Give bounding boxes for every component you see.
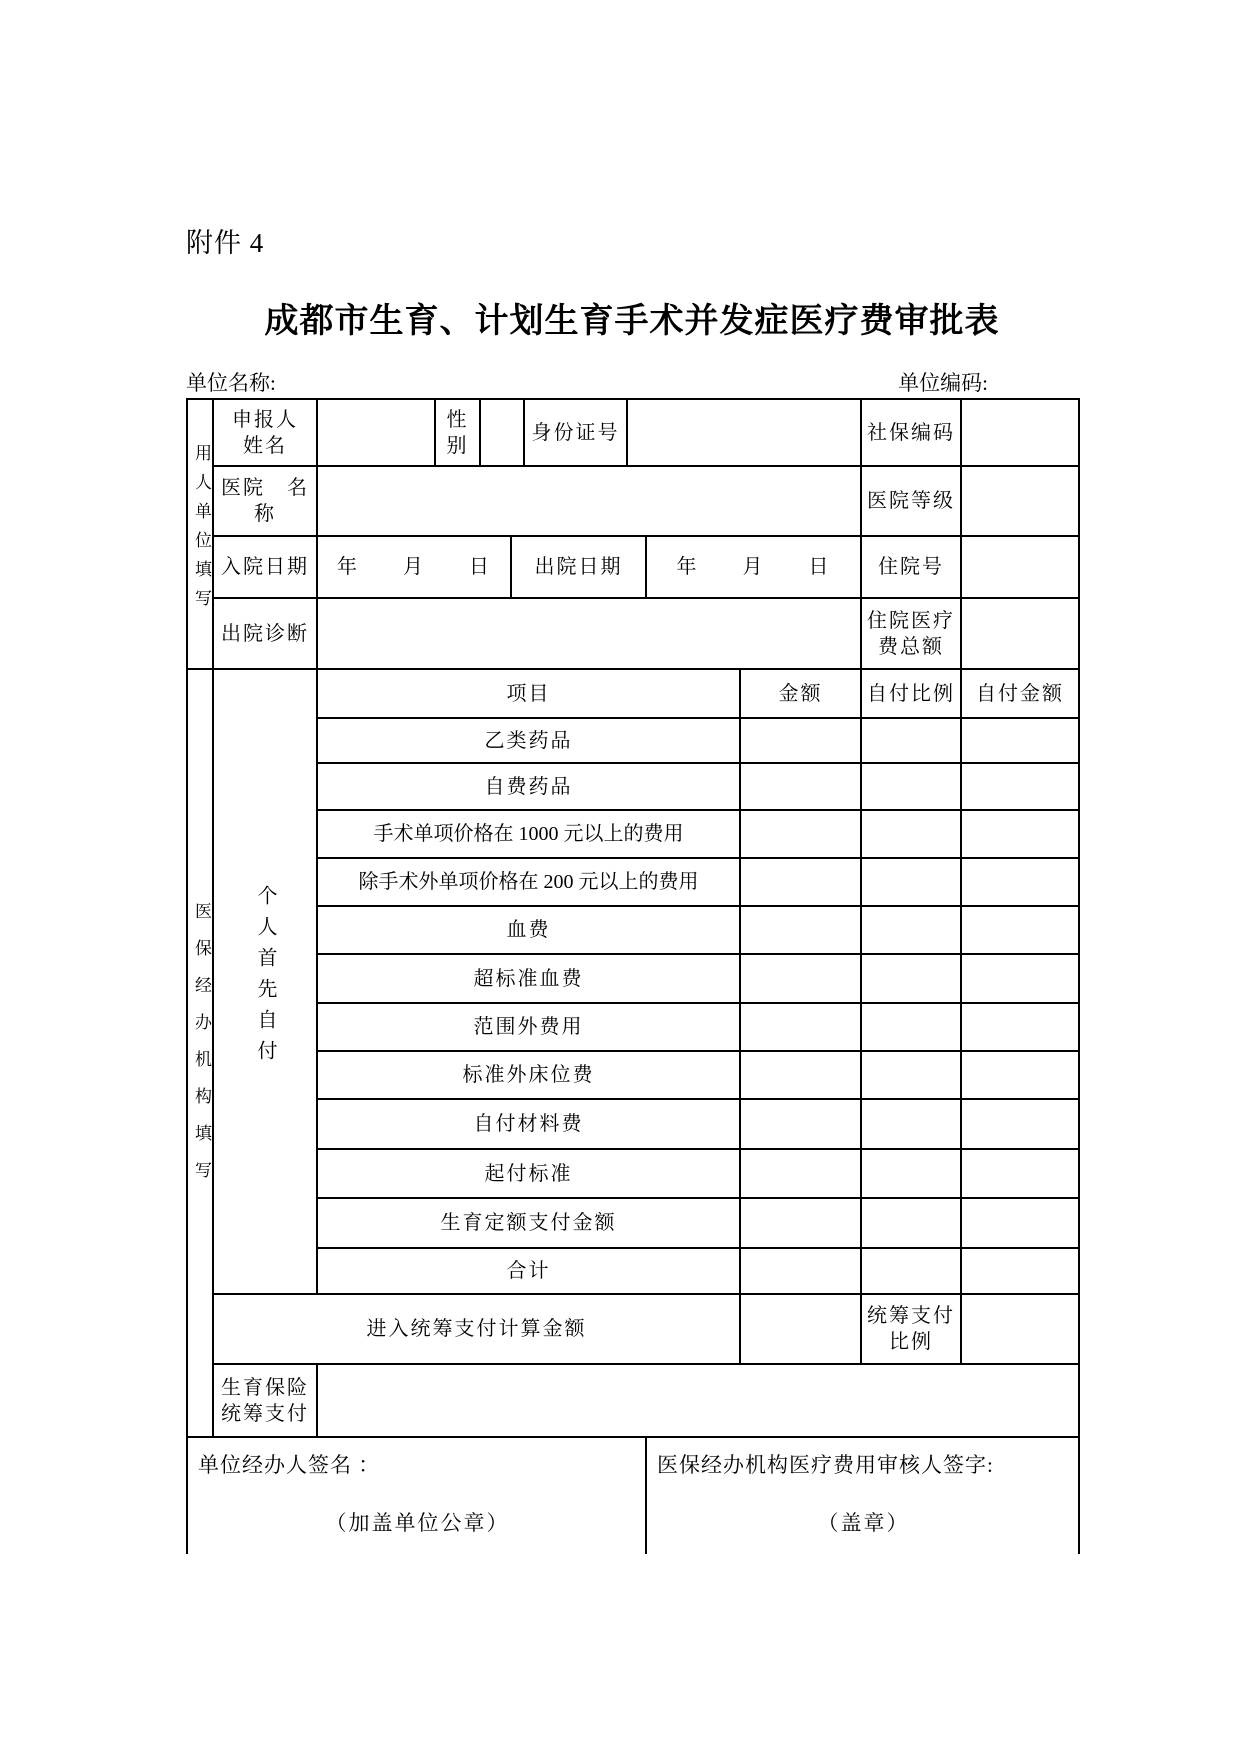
item-amount-cell <box>740 810 861 858</box>
attachment-label: 附件 4 <box>186 228 265 258</box>
pooled-ratio-label: 统筹支付 比例 <box>861 1294 961 1364</box>
item-selfpay-cell <box>961 810 1079 858</box>
document-title: 成都市生育、计划生育手术并发症医疗费审批表 <box>264 303 1000 340</box>
employer-section-label: 用人单位填写 <box>192 443 211 618</box>
self-pay-label-cell <box>213 669 317 1294</box>
claimant-name-value-cell <box>317 399 435 466</box>
item-label: 生育定额支付金额 <box>317 1198 740 1248</box>
item-amount-cell <box>740 954 861 1003</box>
table-row <box>187 954 1079 1003</box>
ssn-value-cell <box>961 399 1079 466</box>
item-amount-cell <box>740 1099 861 1149</box>
table-row <box>187 810 1079 858</box>
item-selfpay-cell <box>961 718 1079 763</box>
item-label: 范围外费用 <box>317 1003 740 1051</box>
hospital-name-label: 医院 名 称 <box>213 466 317 536</box>
item-amount-cell <box>740 1248 861 1294</box>
employer-section-label-cell <box>187 399 213 669</box>
admission-date-label: 入院日期 <box>213 536 317 598</box>
col-header-selfpay-ratio: 自付比例 <box>861 669 961 718</box>
pooled-ratio-value-cell <box>961 1294 1079 1364</box>
item-amount-cell <box>740 763 861 810</box>
table-row <box>187 1051 1079 1099</box>
auditor-seal-hint: （盖章） <box>817 1511 910 1535</box>
admission-date-value-cell: 年 月 日 <box>317 536 511 598</box>
item-label-total: 合计 <box>317 1248 740 1294</box>
item-ratio-cell <box>861 858 961 906</box>
insurance-section-label: 医保经办机构填写 <box>192 901 211 1198</box>
item-ratio-cell <box>861 810 961 858</box>
item-label: 除手术外单项价格在 200 元以上的费用 <box>317 858 740 906</box>
item-ratio-cell <box>861 763 961 810</box>
item-ratio-cell <box>861 906 961 954</box>
item-selfpay-cell <box>961 1051 1079 1099</box>
ssn-label: 社保编码 <box>861 399 961 466</box>
id-number-value-cell <box>627 399 861 466</box>
item-selfpay-cell <box>961 763 1079 810</box>
sex-value-cell <box>480 399 524 466</box>
pooled-calc-label: 进入统筹支付计算金额 <box>213 1294 740 1364</box>
table-row <box>187 763 1079 810</box>
item-label: 标准外床位费 <box>317 1051 740 1099</box>
item-amount-cell <box>740 858 861 906</box>
item-label: 乙类药品 <box>317 718 740 763</box>
unit-name-label: 单位名称: <box>186 371 276 395</box>
auditor-signature-label: 医保经办机构医疗费用审核人签字: <box>657 1453 994 1477</box>
unit-signature-label: 单位经办人签名 ： <box>198 1453 381 1477</box>
inpatient-number-label: 住院号 <box>861 536 961 598</box>
item-selfpay-cell <box>961 1198 1079 1248</box>
sex-label: 性 别 <box>435 399 480 466</box>
col-header-item: 项目 <box>317 669 740 718</box>
item-label: 自付材料费 <box>317 1099 740 1149</box>
item-label: 自费药品 <box>317 763 740 810</box>
hospital-fee-total-value-cell <box>961 598 1079 669</box>
document-page <box>186 0 1078 1554</box>
table-row <box>187 718 1079 763</box>
item-ratio-cell <box>861 1248 961 1294</box>
pooled-calc-amount-cell <box>740 1294 861 1364</box>
item-label: 超标准血费 <box>317 954 740 1003</box>
discharge-diagnosis-value-cell <box>317 598 861 669</box>
hospital-level-label: 医院等级 <box>861 466 961 536</box>
table-row <box>187 906 1079 954</box>
col-header-selfpay-amount: 自付金额 <box>961 669 1079 718</box>
discharge-diagnosis-label: 出院诊断 <box>213 598 317 669</box>
item-amount-cell <box>740 718 861 763</box>
item-amount-cell <box>740 906 861 954</box>
hospital-name-value-cell <box>317 466 861 536</box>
item-selfpay-cell <box>961 1003 1079 1051</box>
item-selfpay-cell <box>961 954 1079 1003</box>
discharge-date-label: 出院日期 <box>511 536 646 598</box>
item-amount-cell <box>740 1051 861 1099</box>
unit-signature-cell <box>187 1437 646 1554</box>
item-selfpay-cell <box>961 1149 1079 1198</box>
item-selfpay-cell <box>961 858 1079 906</box>
insurance-section-label-cell <box>187 669 213 1437</box>
item-selfpay-cell <box>961 1248 1079 1294</box>
item-ratio-cell <box>861 954 961 1003</box>
id-number-label: 身份证号 <box>524 399 627 466</box>
auditor-signature-cell <box>646 1437 1079 1554</box>
unit-code-label: 单位编码: <box>898 371 988 395</box>
self-pay-label: 个人首先自付 <box>254 885 276 1071</box>
discharge-date-value-cell: 年 月 日 <box>646 536 861 598</box>
col-header-amount: 金额 <box>740 669 861 718</box>
item-label: 血费 <box>317 906 740 954</box>
item-selfpay-cell <box>961 906 1079 954</box>
item-ratio-cell <box>861 1051 961 1099</box>
unit-seal-hint: （加盖单位公章） <box>325 1511 510 1535</box>
item-ratio-cell <box>861 1149 961 1198</box>
table-row <box>187 1198 1079 1248</box>
hospital-level-value-cell <box>961 466 1079 536</box>
unit-info-row <box>186 370 1078 396</box>
approval-form-table <box>186 398 1080 1554</box>
inpatient-number-value-cell <box>961 536 1079 598</box>
table-row <box>187 1248 1079 1294</box>
item-amount-cell <box>740 1198 861 1248</box>
item-ratio-cell <box>861 1198 961 1248</box>
claimant-name-label: 申报人 姓名 <box>213 399 317 466</box>
maternity-pooled-value-cell <box>317 1364 1079 1437</box>
item-ratio-cell <box>861 718 961 763</box>
item-label: 起付标准 <box>317 1149 740 1198</box>
item-label: 手术单项价格在 1000 元以上的费用 <box>317 810 740 858</box>
table-row <box>187 1003 1079 1051</box>
table-row <box>187 1099 1079 1149</box>
item-ratio-cell <box>861 1099 961 1149</box>
item-selfpay-cell <box>961 1099 1079 1149</box>
table-row <box>187 1149 1079 1198</box>
item-amount-cell <box>740 1149 861 1198</box>
table-row <box>187 858 1079 906</box>
item-amount-cell <box>740 1003 861 1051</box>
maternity-pooled-label: 生育保险 统筹支付 <box>213 1364 317 1437</box>
hospital-fee-total-label: 住院医疗 费总额 <box>861 598 961 669</box>
item-ratio-cell <box>861 1003 961 1051</box>
